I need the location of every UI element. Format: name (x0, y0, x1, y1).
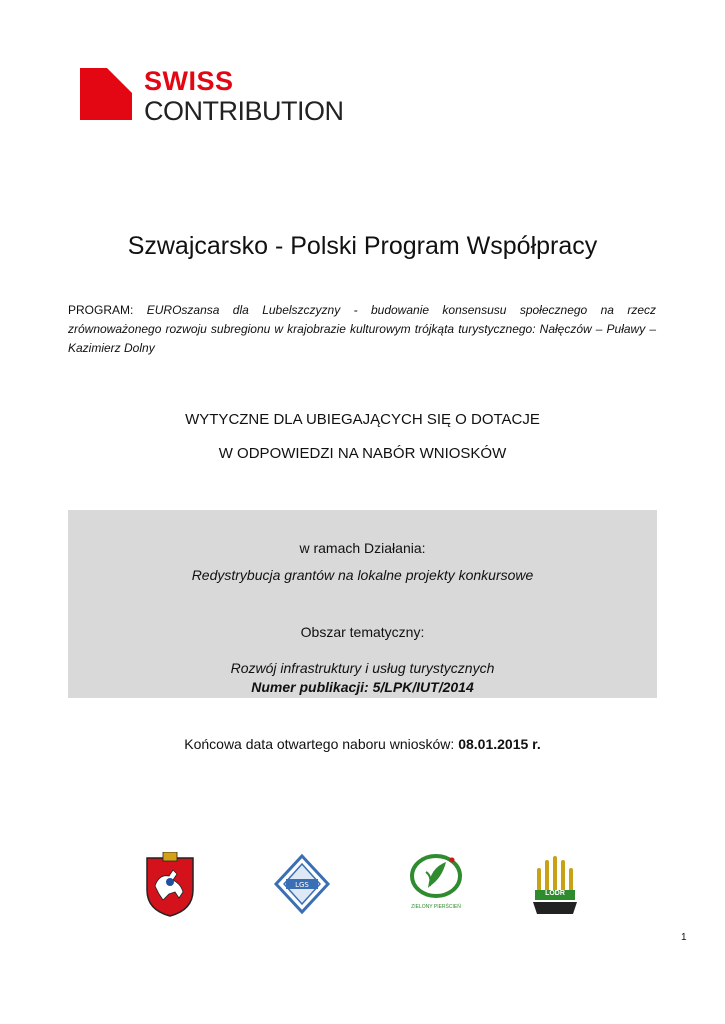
publication-number: Numer publikacji: 5/LPK/IUT/2014 (251, 679, 474, 695)
pulawy-coat-of-arms-icon (143, 852, 197, 918)
info-box (68, 510, 657, 698)
deadline-value: 08.01.2015 r. (458, 736, 541, 752)
logo-text-swiss: SWISS (144, 66, 234, 96)
guidelines-heading (0, 410, 725, 478)
logo-text-contribution: CONTRIBUTION (144, 96, 344, 126)
area-label: Obszar tematyczny: (300, 624, 425, 640)
lgd-logo-icon (272, 852, 332, 918)
page-number: 1 (681, 932, 687, 943)
swiss-contribution-logo (80, 66, 344, 126)
deadline-line (0, 736, 725, 752)
area-value: Rozwój infrastruktury i usług turystycznych (230, 660, 495, 676)
program-text: EUROszansa dla Lubelszczyzny - budowanie konsensusu społecznego na rzecz zrównoważonego rozwoju subregionu w krajobrazie kulturowym trójkąta turystycznego: Nałęczów – Puławy – Kazimierz Dolny (68, 303, 656, 355)
program-label: PROGRAM: (68, 303, 134, 317)
action-label: w ramach Działania: (299, 540, 426, 556)
partner-3-caption: ZIELONY PIERŚCIEŃ (411, 904, 461, 910)
swiss-logo-mark-icon (80, 68, 132, 120)
svg-text:LGS: LGS (295, 881, 309, 889)
guidelines-line-2: W ODPOWIEDZI NA NABÓR WNIOSKÓW (218, 445, 507, 462)
action-value: Redystrybucja grantów na lokalne projekty konkursowe (191, 567, 534, 583)
program-description (68, 301, 656, 358)
guidelines-line-1: WYTYCZNE DLA UBIEGAJĄCYCH SIĘ O DOTACJE (185, 411, 540, 428)
lodr-logo-icon (529, 852, 581, 918)
document-title: Szwajcarsko - Polski Program Współpracy (127, 232, 598, 260)
deadline-label: Końcowa data otwartego naboru wniosków: (184, 736, 455, 752)
partner-4-caption: LODR (545, 890, 565, 897)
